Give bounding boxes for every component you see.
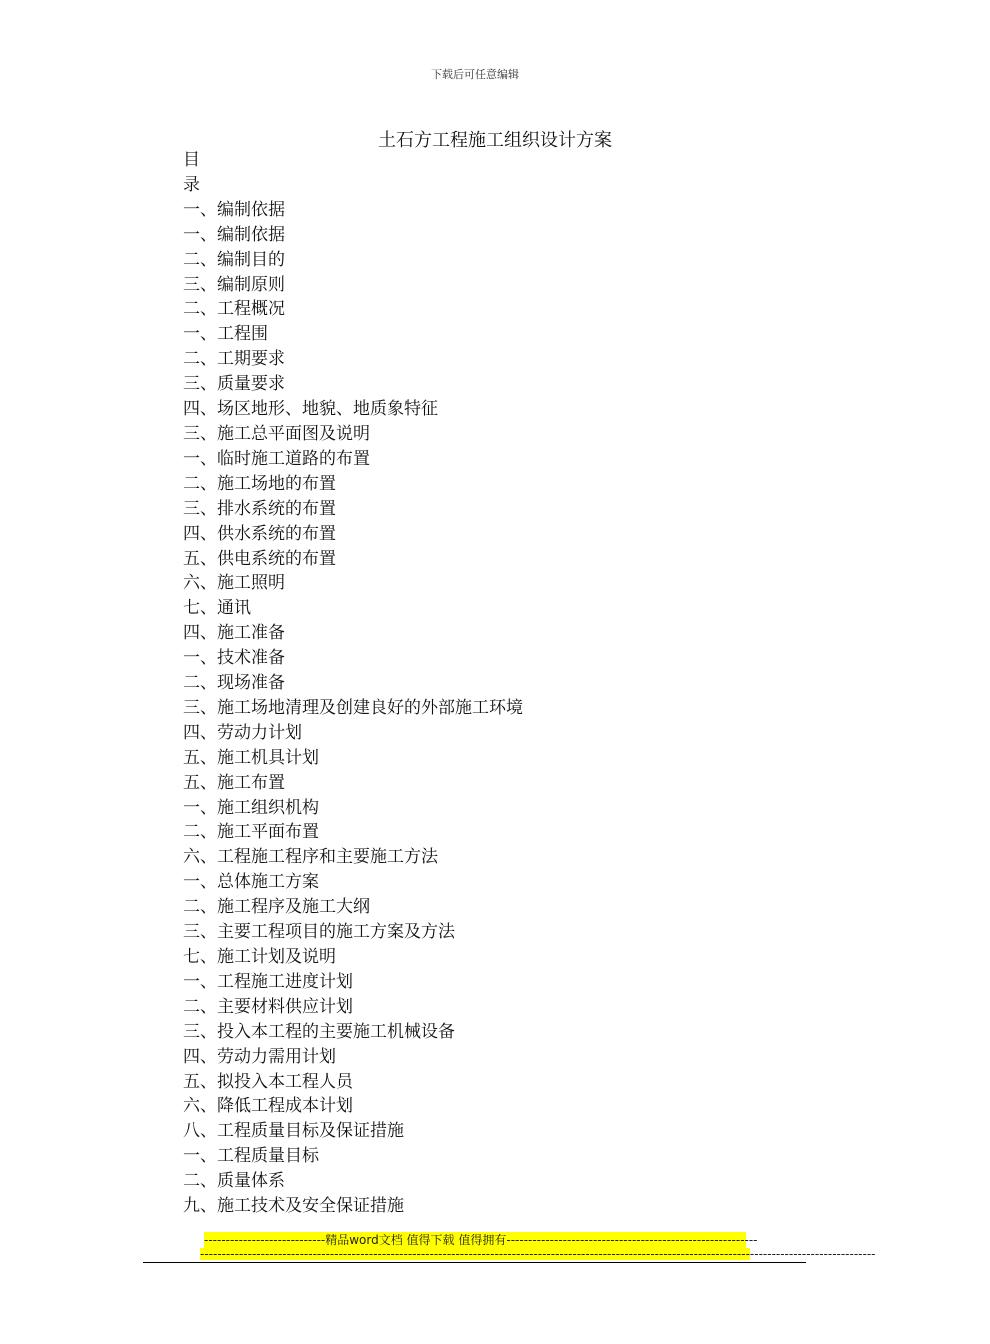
toc-entry: 二、工程概况 xyxy=(183,299,285,320)
toc-entry: 二、主要材料供应计划 xyxy=(183,996,353,1017)
document-title: 土石方工程施工组织设计方案 xyxy=(378,130,612,151)
toc-entry: 二、现场准备 xyxy=(183,673,285,694)
toc-entry: 七、施工计划及说明 xyxy=(183,947,336,967)
toc-entry: 三、排水系统的布置 xyxy=(183,498,336,519)
toc-entry: 七、通讯 xyxy=(183,598,251,619)
toc-entry: 一、施工组织机构 xyxy=(183,797,319,818)
toc-entry: 二、施工场地的布置 xyxy=(183,473,336,494)
footer-banner-line-1: ----------------------------精品word文档 值得下载 值得拥有---------------------------------------------------------- xyxy=(204,1233,758,1247)
toc-entry: 四、劳动力计划 xyxy=(183,722,302,743)
toc-entry: 四、劳动力需用计划 xyxy=(183,1046,336,1067)
toc-entry: 一、总体施工方案 xyxy=(183,872,319,893)
toc-heading-char-1: 目 xyxy=(183,150,200,170)
footer-rule xyxy=(143,1262,806,1263)
toc-entry: 二、施工程序及施工大纲 xyxy=(183,897,370,918)
toc-heading-char-2: 录 xyxy=(183,174,200,195)
toc-entry: 八、工程质量目标及保证措施 xyxy=(183,1121,404,1142)
toc-entry: 三、施工场地清理及创建良好的外部施工环境 xyxy=(183,697,523,718)
toc-entry: 一、工程围 xyxy=(183,324,268,345)
footer-banner-line-2: ------------------------------------------------------------------------------------------------------------------------------------------------------------ xyxy=(200,1247,876,1261)
toc-entry: 六、降低工程成本计划 xyxy=(183,1096,353,1117)
toc-entry: 三、主要工程项目的施工方案及方法 xyxy=(183,922,455,943)
toc-entry: 二、编制目的 xyxy=(183,249,285,270)
toc-entry: 四、场区地形、地貌、地质象特征 xyxy=(183,399,438,420)
toc-entry: 四、供水系统的布置 xyxy=(183,523,336,544)
toc-entry: 九、施工技术及安全保证措施 xyxy=(183,1196,404,1217)
toc-entry: 三、投入本工程的主要施工机械设备 xyxy=(183,1021,455,1042)
toc-entry: 五、施工机具计划 xyxy=(183,747,319,768)
toc-entry: 一、工程施工进度计划 xyxy=(183,971,353,992)
toc-entry: 五、施工布置 xyxy=(183,772,285,793)
toc-entry: 五、拟投入本工程人员 xyxy=(183,1071,353,1092)
toc-entry: 六、工程施工程序和主要施工方法 xyxy=(183,847,438,868)
table-of-contents xyxy=(183,148,523,1219)
toc-entry: 一、工程质量目标 xyxy=(183,1146,319,1167)
toc-entry: 一、临时施工道路的布置 xyxy=(183,448,370,469)
toc-entry: 一、技术准备 xyxy=(183,648,285,669)
toc-entry: 一、编制依据 xyxy=(183,224,285,245)
toc-entry: 三、施工总平面图及说明 xyxy=(183,423,370,444)
toc-entry: 三、编制原则 xyxy=(183,274,285,295)
toc-entry: 六、施工照明 xyxy=(183,573,285,594)
header-note: 下载后可任意编辑 xyxy=(431,68,519,81)
toc-entry: 二、质量体系 xyxy=(183,1171,285,1192)
toc-entry: 五、供电系统的布置 xyxy=(183,548,336,569)
toc-entry: 二、施工平面布置 xyxy=(183,822,319,843)
toc-entry: 四、施工准备 xyxy=(183,623,285,644)
toc-entry: 二、工期要求 xyxy=(183,349,285,370)
toc-entry: 一、编制依据 xyxy=(183,199,285,220)
toc-entry: 三、质量要求 xyxy=(183,374,285,395)
